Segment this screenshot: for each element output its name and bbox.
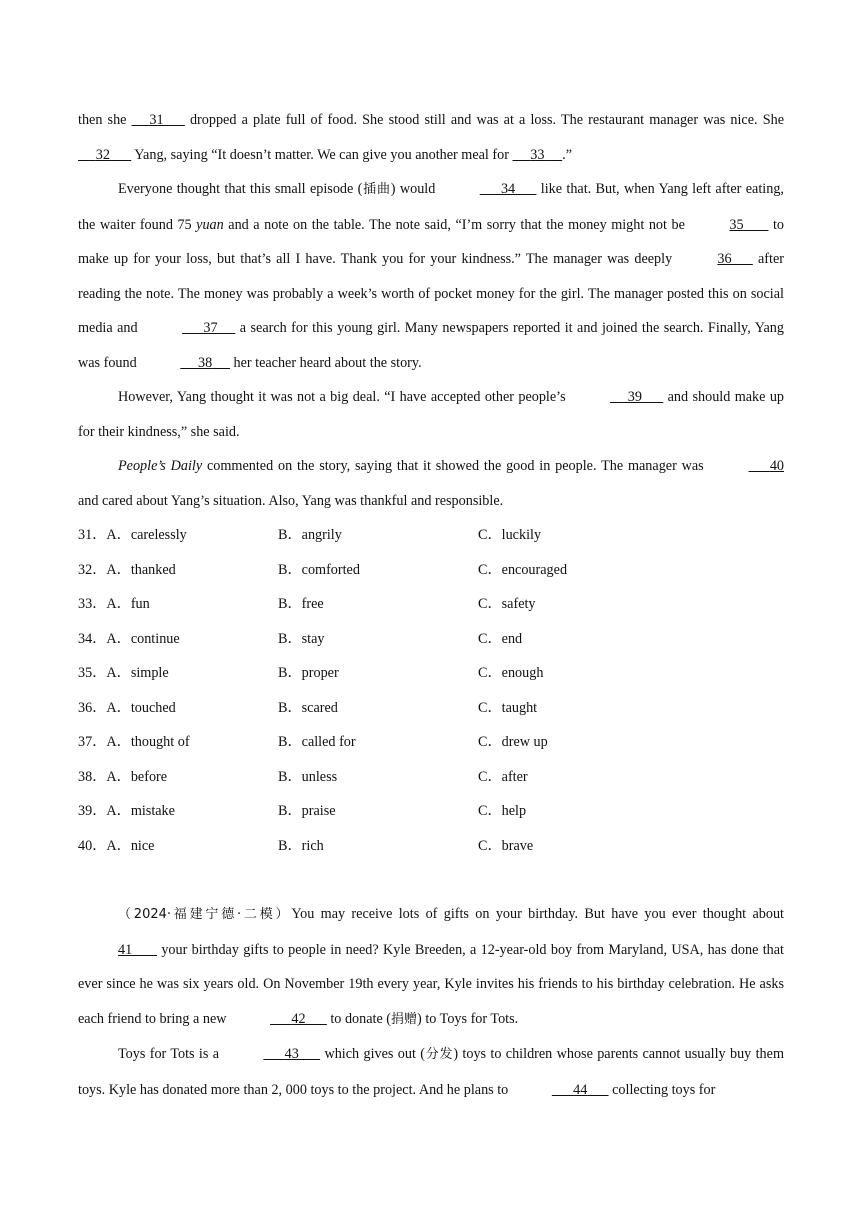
option-a-text: A．carelessly bbox=[106, 527, 187, 543]
blank-number: 41 bbox=[118, 941, 133, 958]
option-row bbox=[78, 518, 784, 553]
option-c: C．enough bbox=[478, 665, 544, 681]
text: ) toys to children whose parents cannot usually buy them toys. Kyle has donated more than 2, 000 toys to the project. And he plans to bbox=[78, 1046, 784, 1098]
source-label: （2024·福建宁德·二模） bbox=[118, 907, 292, 922]
option-b: B．proper bbox=[278, 665, 339, 681]
option-a bbox=[78, 587, 150, 622]
question-number: 38． bbox=[78, 768, 107, 785]
option-a-text: A．mistake bbox=[106, 803, 175, 819]
option-a bbox=[78, 622, 180, 657]
question-number: 33． bbox=[78, 596, 107, 612]
blank-number: 43 bbox=[284, 1046, 299, 1062]
option-row bbox=[78, 794, 784, 829]
passage1-paragraph1 bbox=[78, 103, 784, 172]
option-b: B．comforted bbox=[278, 561, 360, 578]
question-number: 34． bbox=[78, 630, 107, 647]
passage1-paragraph4 bbox=[78, 449, 784, 518]
text: and cared about Yang’s situation. Also, Yang was thankful and responsible. bbox=[78, 492, 504, 509]
blank-40 bbox=[709, 449, 784, 484]
option-a-text: A．before bbox=[106, 768, 168, 785]
option-a-text: A．fun bbox=[106, 596, 150, 612]
option-b: B．free bbox=[278, 596, 324, 612]
blank-number: 35 bbox=[729, 216, 744, 233]
option-c: C．after bbox=[478, 768, 528, 785]
option-row bbox=[78, 725, 784, 760]
text: Toys for Tots is a bbox=[118, 1046, 224, 1062]
option-a-text: A．touched bbox=[106, 699, 176, 716]
blank-36 bbox=[677, 242, 752, 277]
question-number: 36． bbox=[78, 699, 107, 716]
option-a bbox=[78, 794, 175, 829]
option-row bbox=[78, 691, 784, 726]
italic-source: People’s Daily bbox=[118, 458, 203, 474]
option-row bbox=[78, 656, 784, 691]
blank-41 bbox=[78, 933, 157, 968]
text: like that. But, when Yang left after eating, the waiter found 75 bbox=[78, 181, 784, 233]
blank-number: 36 bbox=[717, 251, 732, 267]
question-number: 32． bbox=[78, 561, 107, 578]
option-a-text: A．thought of bbox=[106, 734, 190, 750]
text: Yang, saying “It doesn’t matter. We can give you another meal for bbox=[131, 146, 513, 163]
section-spacer bbox=[78, 863, 784, 897]
blank-42 bbox=[230, 1002, 327, 1037]
text: Everyone thought that this small episode ( bbox=[118, 181, 363, 197]
text: which gives out ( bbox=[320, 1046, 425, 1062]
blank-number: 33 bbox=[530, 146, 545, 163]
option-row bbox=[78, 760, 784, 795]
text: to donate ( bbox=[326, 1010, 392, 1027]
blank-37 bbox=[142, 311, 235, 346]
blank-number: 38 bbox=[198, 354, 213, 371]
option-row bbox=[78, 553, 784, 588]
text: after reading the note. The money was probably a week’s worth of pocket money for the girl. The manager posted this on social media and bbox=[78, 251, 784, 336]
option-c: C．luckily bbox=[478, 527, 542, 543]
option-c: C．drew up bbox=[478, 734, 548, 750]
passage2-paragraph2 bbox=[78, 1037, 784, 1107]
option-a bbox=[78, 691, 176, 726]
text: and a note on the table. The note said, “I’m sorry that the money might not be bbox=[223, 216, 690, 233]
text: and should make up for their kindness,” she said. bbox=[78, 389, 785, 440]
option-a bbox=[78, 725, 190, 760]
option-b: B．scared bbox=[278, 699, 338, 716]
option-b: B．praise bbox=[278, 803, 336, 819]
text: then she bbox=[78, 112, 132, 128]
option-a bbox=[78, 760, 167, 795]
blank-34 bbox=[440, 172, 537, 207]
blank-39 bbox=[570, 380, 663, 415]
options-list bbox=[78, 518, 784, 863]
option-b: B．stay bbox=[278, 630, 325, 647]
blank-31 bbox=[132, 103, 185, 138]
blank-44 bbox=[512, 1073, 609, 1108]
option-row bbox=[78, 829, 784, 864]
blank-number: 42 bbox=[291, 1010, 306, 1027]
blank-number: 39 bbox=[627, 389, 642, 405]
option-c: C．end bbox=[478, 630, 523, 647]
blank-number: 37 bbox=[203, 320, 218, 336]
blank-number: 32 bbox=[95, 146, 110, 163]
text: collecting toys for bbox=[608, 1081, 716, 1098]
option-b: B．unless bbox=[278, 768, 338, 785]
blank-number: 34 bbox=[500, 181, 516, 197]
option-c: C．encouraged bbox=[478, 561, 568, 578]
chinese-gloss: 分发 bbox=[424, 1047, 454, 1062]
blank-number: 44 bbox=[573, 1081, 588, 1098]
option-a-text: A．nice bbox=[106, 837, 155, 854]
question-number: 31． bbox=[78, 527, 107, 543]
option-a-text: A．simple bbox=[106, 665, 169, 681]
text: your birthday gifts to people in need? Kyle Breeden, a 12-year-old boy from Maryland, USA, has done that ever since he was six years old. On November 19th every year, Kyle invites his friends to his birthday celebration. He asks each friend to bring a new bbox=[78, 941, 784, 1027]
text: a search for this young girl. Many newspapers reported it and joined the search. Finally, Yang was found bbox=[78, 320, 784, 371]
option-a-text: A．continue bbox=[106, 630, 180, 647]
passage2-paragraph1 bbox=[78, 897, 784, 1037]
italic-yuan: yuan bbox=[196, 216, 224, 233]
option-row bbox=[78, 622, 784, 657]
text: However, Yang thought it was not a big deal. “I have accepted other people’s bbox=[118, 389, 571, 405]
option-a-text: A．thanked bbox=[106, 561, 176, 578]
blank-32 bbox=[78, 138, 131, 173]
option-a bbox=[78, 553, 176, 588]
passage1-paragraph3 bbox=[78, 380, 784, 449]
blank-number: 31 bbox=[149, 112, 164, 128]
option-row bbox=[78, 587, 784, 622]
option-a bbox=[78, 656, 169, 691]
blank-43 bbox=[223, 1037, 320, 1072]
option-b: B．rich bbox=[278, 837, 324, 854]
option-c: C．help bbox=[478, 803, 527, 819]
question-number: 37． bbox=[78, 734, 107, 750]
blank-number: 40 bbox=[769, 458, 785, 474]
text: You may receive lots of gifts on your birthday. But have you ever thought about bbox=[291, 906, 784, 922]
passage1-paragraph2 bbox=[78, 172, 784, 380]
text: to make up for your loss, but that’s all I have. Thank you for your kindness.” The manager was deeply bbox=[78, 216, 784, 267]
chinese-gloss: 插曲 bbox=[362, 182, 391, 197]
option-c: C．brave bbox=[478, 837, 534, 854]
option-a bbox=[78, 518, 187, 553]
text: .” bbox=[562, 146, 573, 163]
blank-33 bbox=[513, 138, 563, 173]
blank-35 bbox=[689, 208, 768, 243]
question-number: 40． bbox=[78, 837, 107, 854]
document-page bbox=[78, 103, 784, 1107]
question-number: 35． bbox=[78, 665, 107, 681]
blank-38 bbox=[140, 346, 230, 381]
text: ) to Toys for Tots. bbox=[417, 1010, 519, 1027]
option-c: C．taught bbox=[478, 699, 538, 716]
chinese-gloss: 捐赠 bbox=[391, 1011, 418, 1027]
option-c: C．safety bbox=[478, 596, 536, 612]
text: her teacher heard about the story. bbox=[229, 354, 422, 371]
text: dropped a plate full of food. She stood still and was at a loss. The restaurant manager was nice. She bbox=[184, 112, 784, 128]
text: commented on the story, saying that it showed the good in people. The manager was bbox=[202, 458, 709, 474]
text: ) would bbox=[390, 181, 440, 197]
option-b: B．angrily bbox=[278, 527, 342, 543]
option-a bbox=[78, 829, 154, 864]
question-number: 39． bbox=[78, 803, 107, 819]
option-b: B．called for bbox=[278, 734, 356, 750]
